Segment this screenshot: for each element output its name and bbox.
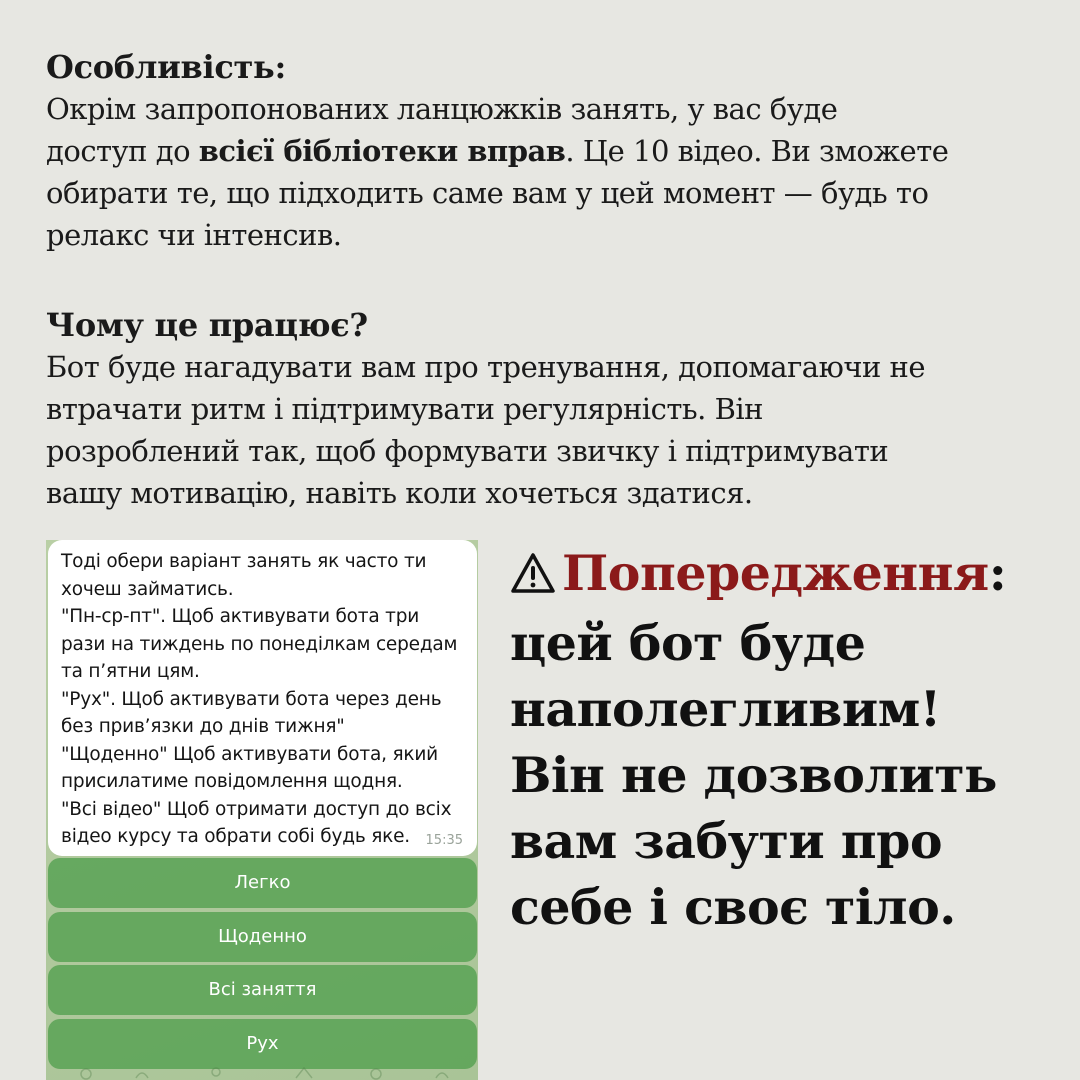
warning-title-line: [510, 540, 1050, 610]
feature-line-2-post: . Це 10 відео. Ви зможете: [565, 134, 949, 168]
why-section: [46, 304, 1036, 514]
message-line: відео курсу та обрати собі будь яке.: [61, 826, 410, 847]
feature-text: [46, 88, 1036, 256]
message-line: "Пн-ср-пт". Щоб активувати бота три: [61, 606, 420, 627]
why-line-2: втрачати ритм і підтримувати регулярність. Він: [46, 392, 763, 426]
message-line: рази на тиждень по понеділкам середам: [61, 633, 458, 655]
message-line: без прив’язки до днів тижня": [61, 716, 345, 737]
warning-line: вам забути про: [510, 812, 943, 870]
why-heading: Чому це працює?: [46, 306, 368, 344]
feature-line-2-bold: всієї бібліотеки вправ: [198, 134, 566, 168]
warning-line: Він не дозволить: [510, 746, 997, 804]
feature-section: [46, 46, 1036, 256]
why-text: [46, 346, 1036, 514]
keyboard-button-movement[interactable]: Рух: [48, 1019, 477, 1069]
message-line: хочеш займатись.: [61, 578, 234, 600]
message-line: присилатиме повідомлення щодня.: [61, 771, 403, 792]
feature-line-3: обирати те, що підходить саме вам у цей момент — будь то: [46, 176, 929, 210]
warning-block: [510, 540, 1050, 940]
message-line: "Щоденно" Щоб активувати бота, який: [61, 743, 439, 765]
warning-line: себе і своє тіло.: [510, 878, 956, 936]
keyboard-button-daily[interactable]: Щоденно: [48, 912, 477, 962]
chat-screenshot: [46, 540, 478, 1080]
message-line: "Всі відео" Щоб отримати доступ до всіх: [61, 798, 452, 820]
feature-line-2-pre: доступ до: [46, 134, 199, 168]
feature-line-1: Окрім запропонованих ланцюжків занять, у вас буде: [46, 92, 838, 126]
message-line: та п’ятни цям.: [61, 661, 200, 682]
message-line: Тоді обери варіант занять як часто ти: [61, 551, 427, 572]
warning-line: цей бот буде: [510, 614, 866, 672]
warning-triangle-icon: [510, 544, 556, 610]
bot-message-bubble: [48, 540, 477, 856]
why-line-3: розроблений так, щоб формувати звичку і підтримувати: [46, 434, 889, 468]
feature-line-4: релакс чи інтенсив.: [46, 218, 342, 252]
keyboard-button-all-lessons[interactable]: Всі заняття: [48, 965, 477, 1015]
why-line-1: Бот буде нагадувати вам про тренування, допомагаючи не: [46, 350, 926, 384]
keyboard-button-easy[interactable]: Легко: [48, 858, 477, 908]
warning-title: Попередження: [562, 544, 989, 602]
feature-heading: Особливість:: [46, 48, 286, 86]
message-line: "Рух". Щоб активувати бота через день: [61, 688, 442, 710]
message-timestamp: 15:35: [425, 833, 463, 848]
warning-title-colon: :: [988, 544, 1007, 602]
chat-wallpaper-doodles: [46, 1060, 478, 1080]
why-line-4: вашу мотивацію, навіть коли хочеться здатися.: [46, 476, 753, 510]
warning-line: наполегливим!: [510, 680, 941, 738]
